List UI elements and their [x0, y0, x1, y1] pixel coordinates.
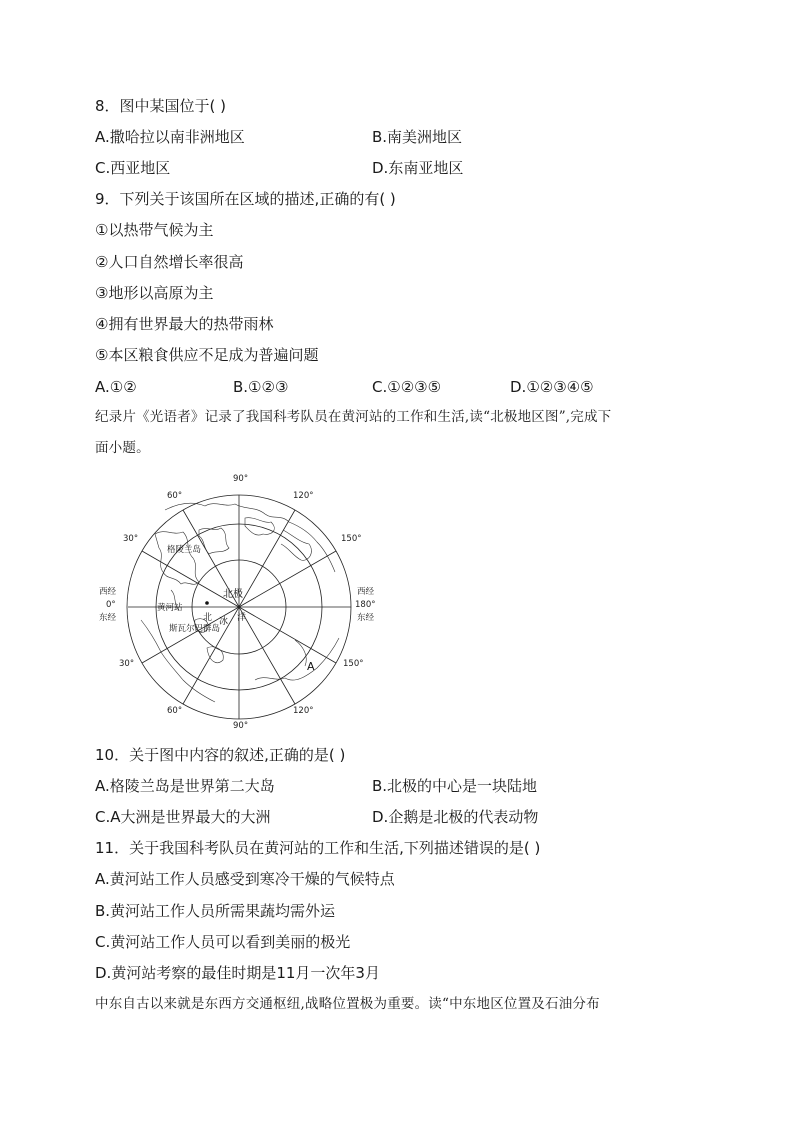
q8-option-c: C.西亚地区 — [95, 159, 171, 177]
lon-label-bottom-right: 120° — [293, 706, 314, 716]
arctic-map — [95, 470, 385, 730]
huanghe-station-marker — [205, 601, 209, 605]
q10-stem: 10．关于图中内容的叙述,正确的是( ) — [95, 746, 346, 764]
q8-option-a: A.撒哈拉以南非洲地区 — [95, 128, 245, 146]
passage-1-line-2: 面小题。 — [95, 440, 150, 456]
q9-option-d: D.①②③④⑤ — [510, 378, 594, 396]
left-label-west: 西经 — [99, 587, 117, 597]
q11-option-c: C.黄河站工作人员可以看到美丽的极光 — [95, 933, 351, 951]
passage-2-line-1: 中东自古以来就是东西方交通枢纽,战略位置极为重要。读“中东地区位置及石油分布 — [95, 996, 600, 1012]
q11-stem: 11．关于我国科考队员在黄河站的工作和生活,下列描述错误的是( ) — [95, 839, 541, 857]
q10-option-c: C.A大洲是世界最大的大洲 — [95, 808, 271, 826]
q11-option-d: D.黄河站考察的最佳时期是11月一次年3月 — [95, 964, 380, 982]
lon-label-bottom-left: 60° — [167, 706, 183, 716]
left-label-zero: 0° — [106, 600, 116, 610]
q8-option-d: D.东南亚地区 — [372, 159, 464, 177]
q10-option-a: A.格陵兰岛是世界第二大岛 — [95, 777, 275, 795]
place-ocean-char-1: 北 — [203, 613, 213, 623]
q9-statement-4: ④拥有世界最大的热带雨林 — [95, 315, 274, 333]
lon-label-upper-left: 30° — [123, 534, 139, 544]
place-greenland: 格陵兰岛 — [167, 545, 202, 555]
left-label-east: 东经 — [99, 613, 117, 623]
place-north-pole: 北极 — [223, 589, 243, 600]
q10-option-b: B.北极的中心是一块陆地 — [372, 777, 538, 795]
q8-option-b: B.南美洲地区 — [372, 128, 463, 146]
place-ocean-char-3: 洋 — [237, 613, 247, 623]
q9-statement-3: ③地形以高原为主 — [95, 284, 214, 302]
lon-label-top: 90° — [233, 474, 249, 484]
place-continent-a: A — [307, 660, 315, 673]
place-svalbard: 斯瓦尔巴群岛 — [169, 624, 221, 634]
right-label-180: 180° — [355, 600, 376, 610]
lon-label-lower-left: 30° — [119, 659, 135, 669]
q9-statement-1: ①以热带气候为主 — [95, 221, 214, 239]
place-ocean-char-2: 冰 — [219, 617, 229, 627]
q11-option-b: B.黄河站工作人员所需果蔬均需外运 — [95, 902, 336, 920]
place-huanghe-station: 黄河站 — [157, 603, 183, 613]
q9-option-a: A.①② — [95, 378, 137, 396]
lon-label-bottom: 90° — [233, 721, 249, 730]
q8-stem: 8．图中某国位于( ) — [95, 97, 227, 115]
q9-statement-5: ⑤本区粮食供应不足成为普遍问题 — [95, 346, 319, 364]
lon-label-lower-right: 150° — [343, 659, 364, 669]
q9-statement-2: ②人口自然增长率很高 — [95, 253, 244, 271]
right-label-west: 西经 — [357, 587, 375, 597]
q11-option-a: A.黄河站工作人员感受到寒冷干燥的气候特点 — [95, 870, 395, 888]
lon-label-top-left: 60° — [167, 491, 183, 501]
q9-stem: 9．下列关于该国所在区域的描述,正确的有( ) — [95, 190, 396, 208]
q10-option-d: D.企鹅是北极的代表动物 — [372, 808, 539, 826]
lon-label-upper-right: 150° — [341, 534, 362, 544]
passage-1-line-1: 纪录片《光语者》记录了我国科考队员在黄河站的工作和生活,读“北极地区图”,完成下 — [95, 409, 612, 425]
q9-option-c: C.①②③⑤ — [372, 378, 442, 396]
lon-label-top-right: 120° — [293, 491, 314, 501]
q9-option-b: B.①②③ — [233, 378, 289, 396]
right-label-east: 东经 — [357, 613, 375, 623]
